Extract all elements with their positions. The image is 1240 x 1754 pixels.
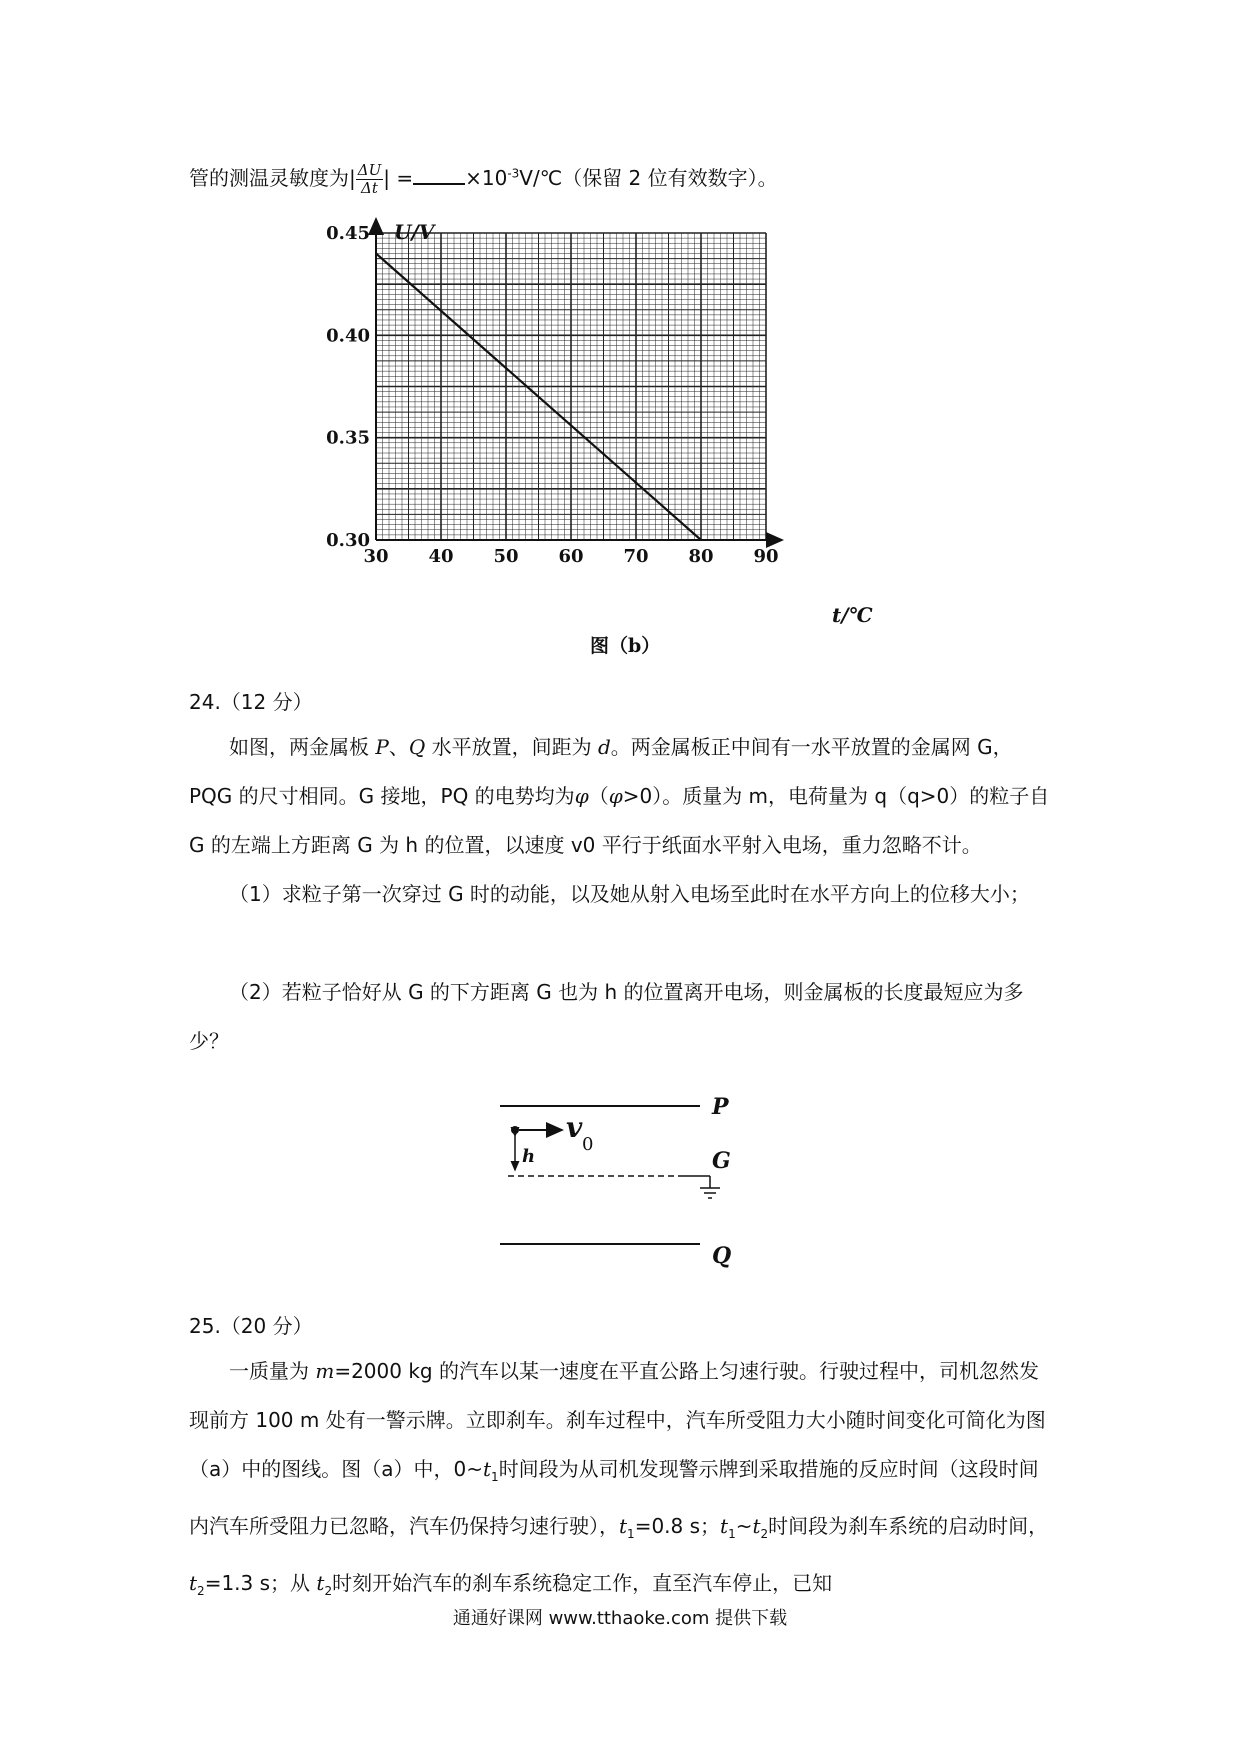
q25-sub: 2 xyxy=(324,1584,333,1598)
q25-text: =1.3 s；从 xyxy=(204,1571,317,1595)
q25-var-t: t xyxy=(483,1457,492,1481)
frac-denominator: Δt xyxy=(361,179,378,197)
label-P: P xyxy=(712,1094,729,1120)
chart-axes xyxy=(376,219,782,540)
q25-sub: 1 xyxy=(627,1527,635,1541)
text-prefix: 管的测温灵敏度为| xyxy=(189,166,356,190)
text-times: ×10 xyxy=(465,166,508,190)
q24-var-Q: Q xyxy=(408,735,426,759)
q25-text: 一质量为 xyxy=(229,1359,316,1383)
q24-figure xyxy=(480,1070,760,1280)
text-exponent: -3 xyxy=(507,166,520,181)
q25-var-t: t xyxy=(752,1514,761,1538)
q24-var-P: P xyxy=(375,735,389,759)
x-tick-label: 40 xyxy=(428,546,454,567)
q25-var-t: t xyxy=(189,1571,198,1595)
q24-text: 。两金属板正中间有一水平放置的金属网 G，PQG 的尺寸相同。G 接地，PQ 的电势均为 xyxy=(189,735,1013,808)
page-footer: 通通好课网 www.tthaoke.com 提供下载 xyxy=(452,1608,788,1629)
sensitivity-line xyxy=(189,162,778,197)
y-tick-label: 0.45 xyxy=(326,223,370,244)
q24-text: 、 xyxy=(388,735,409,759)
q25-text: =0.8 s； xyxy=(634,1514,721,1538)
q25-var-m: m xyxy=(315,1359,335,1383)
frac-numerator: ΔU xyxy=(357,161,382,179)
q25-var-t: t xyxy=(720,1514,729,1538)
text-tail: V/℃（保留 2 位有效数字）。 xyxy=(519,166,778,190)
q25-var-t: t xyxy=(619,1514,628,1538)
y-tick-label: 0.30 xyxy=(326,530,370,551)
q24-text: 水平放置，间距为 xyxy=(425,735,598,759)
label-G: G xyxy=(712,1148,731,1174)
q24-text: >0）。质量为 m，电荷量为 q（q>0）的粒子自 G 的左端上方距离 G 为 h 的位置，以速度 v0 平行于纸面水平射入电场，重力忽略不计。 xyxy=(189,784,1050,857)
x-tick-label: 70 xyxy=(623,546,649,567)
y-tick-label: 0.35 xyxy=(326,427,370,449)
voltage-temperature-chart xyxy=(326,215,900,665)
chart-grid xyxy=(376,233,766,540)
label-v-sub: 0 xyxy=(582,1134,594,1155)
q24-text: 如图，两金属板 xyxy=(229,735,376,759)
x-tick-label: 90 xyxy=(753,546,779,567)
q25-text: 时刻开始汽车的刹车系统稳定工作，直至汽车停止，已知 xyxy=(332,1571,833,1595)
q24-heading: 24.（12 分） xyxy=(189,690,313,714)
q25-sub: 2 xyxy=(760,1527,769,1541)
q25-text: 时间段为刹车系统的启动时间， xyxy=(768,1514,1049,1538)
chart-ticks xyxy=(326,223,778,567)
label-h: h xyxy=(522,1146,536,1167)
delta-fraction xyxy=(356,162,383,197)
q24-var-phi: φ xyxy=(608,784,623,808)
x-axis-label: t/℃ xyxy=(832,603,873,627)
answer-blank[interactable] xyxy=(413,165,465,185)
x-tick-label: 30 xyxy=(363,546,389,567)
text-equals: | = xyxy=(383,166,414,190)
label-v: v xyxy=(566,1111,583,1144)
q25-text: =2000 kg 的汽车以某一速度在平直公路上匀速行驶。行驶过程中，司机忽然发现前方 100 m 处有一警示牌。立即刹车。刹车过程中，汽车所受阻力大小随时间变化可简化为图（a）中的图线。图（a）中，0~ xyxy=(189,1359,1046,1481)
q25-var-t: t xyxy=(316,1571,325,1595)
q24-part-1: （1）求粒子第一次穿过 G 时的动能，以及她从射入电场至此时在水平方向上的位移大小； xyxy=(229,882,1030,906)
q25-sub: 2 xyxy=(197,1584,205,1598)
chart-caption: 图（b） xyxy=(590,635,661,657)
q25-heading: 25.（20 分） xyxy=(189,1314,313,1338)
q25-text: ~ xyxy=(735,1514,753,1538)
q24-part-2: （2）若粒子恰好从 G 的下方距离 G 也为 h 的位置离开电场，则金属板的长度最短应为多少？ xyxy=(189,980,1024,1053)
x-tick-label: 60 xyxy=(558,546,584,567)
q25-sub: 1 xyxy=(728,1527,736,1541)
label-Q: Q xyxy=(712,1243,732,1269)
q25-text: 时间段为从司机发现警示牌到采取措施的反应时间（这段时间内汽车所受阻力已忽略，汽车仍保持匀速行驶）， xyxy=(189,1457,1039,1538)
q24-var-d: d xyxy=(597,735,611,759)
q25-sub: 1 xyxy=(491,1470,499,1484)
particle xyxy=(511,1126,519,1134)
x-tick-label: 50 xyxy=(493,546,519,567)
q24-text: （ xyxy=(588,784,609,808)
y-tick-label: 0.40 xyxy=(326,325,370,347)
q24-paragraph-1 xyxy=(189,723,1055,870)
x-tick-label: 80 xyxy=(688,546,714,567)
q25-paragraph xyxy=(189,1347,1055,1616)
y-axis-label: U/V xyxy=(394,220,435,244)
q24-var-phi: φ xyxy=(574,784,589,808)
